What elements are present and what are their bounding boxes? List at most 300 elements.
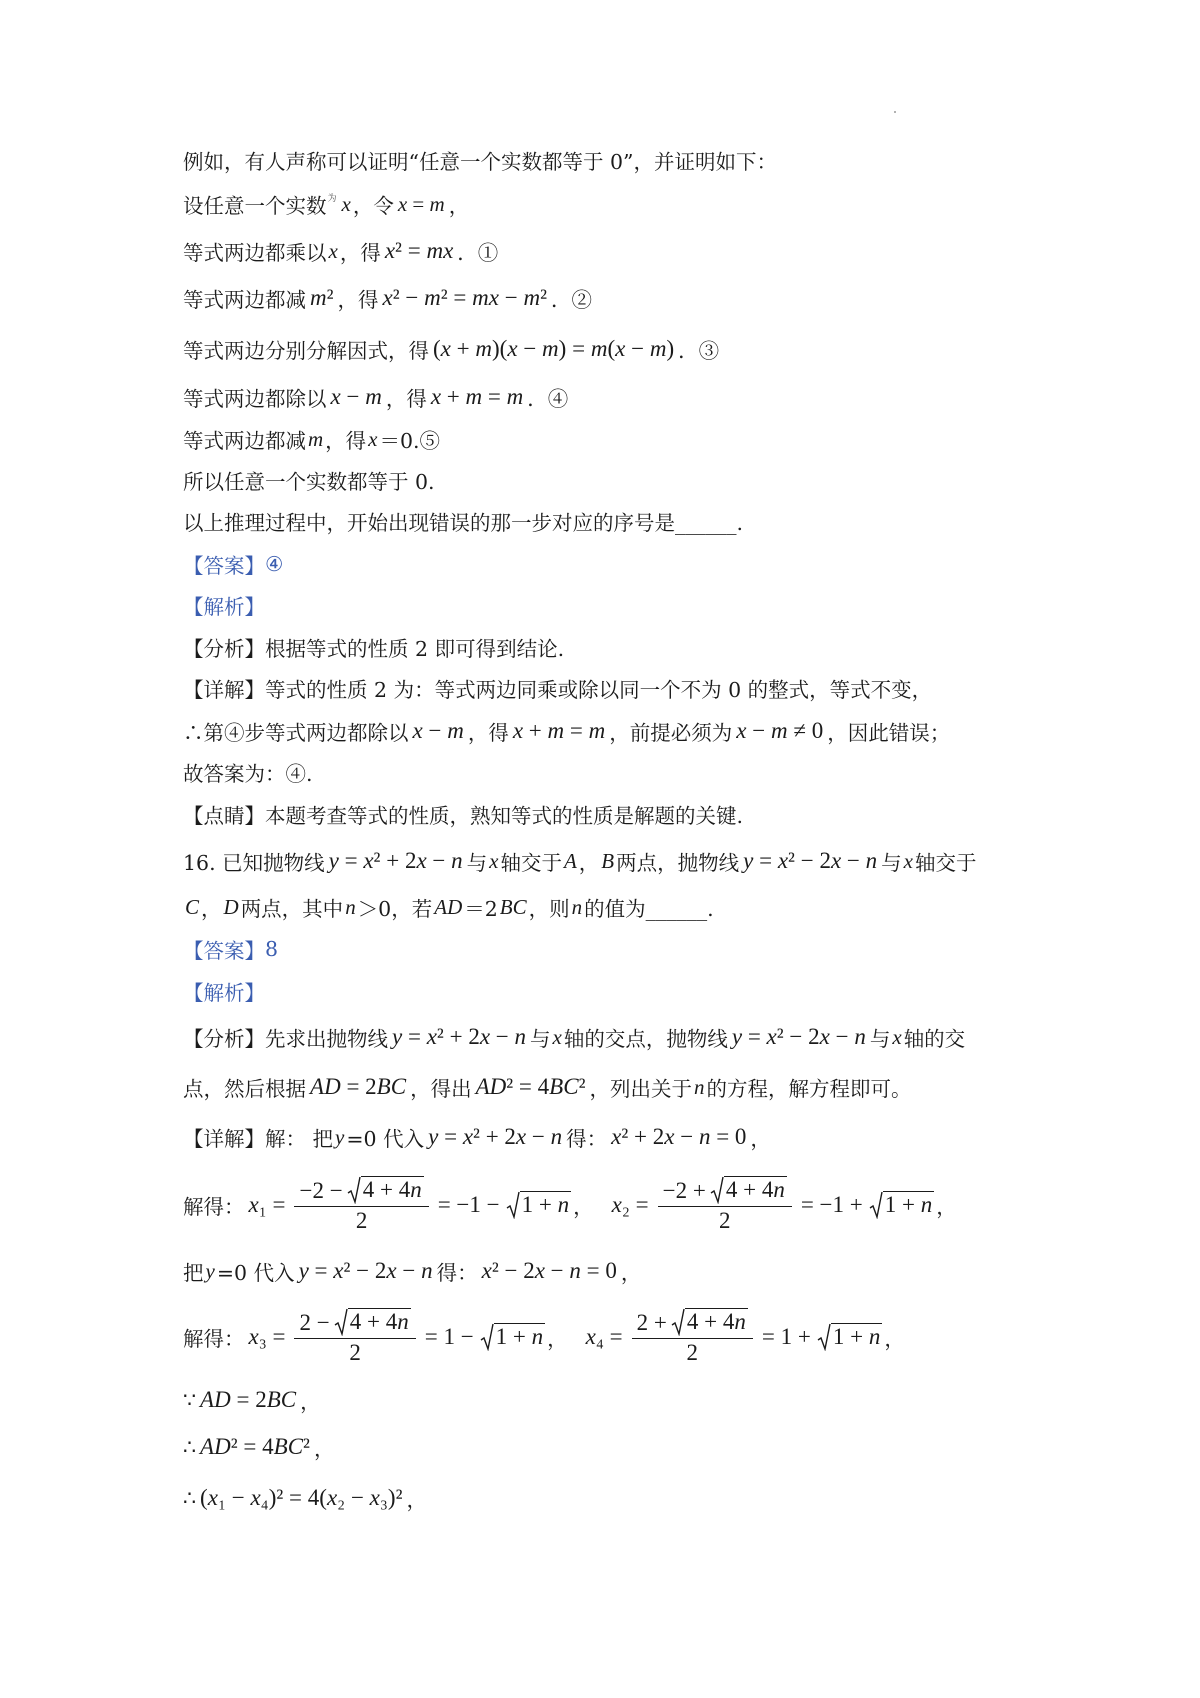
- math-variable: C: [512, 894, 527, 919]
- fraction-denominator: 2: [355, 1208, 368, 1233]
- math-variable: x: [534, 1258, 545, 1283]
- variable: [694, 1075, 705, 1100]
- math-variable: D: [447, 894, 463, 919]
- math-variable: m: [590, 336, 608, 361]
- q15-answer-line: [183, 548, 283, 580]
- math-variable: x: [368, 426, 378, 451]
- math-expression: x + m = m: [512, 718, 606, 743]
- text-segment: ，: [620, 1261, 642, 1285]
- math-variable: B: [549, 1074, 564, 1099]
- radical-sign: [869, 1191, 883, 1219]
- intro-text: 例如，有人声称可以证明“任意一个实数都等于 0”，并证明如下：: [183, 150, 778, 174]
- math-variable: x: [384, 238, 396, 263]
- math-variable: x: [736, 718, 747, 743]
- text-segment: 得：: [566, 1127, 608, 1151]
- text-segment: 等式两边分别分解因式，得: [183, 339, 429, 363]
- math-variable: A: [200, 1434, 215, 1459]
- q16-fenxi-line-2: [183, 1071, 911, 1103]
- text-segment: ，: [573, 1195, 594, 1219]
- math-variable: x: [615, 336, 626, 361]
- math-variable: A: [475, 1074, 490, 1099]
- math-variable: x: [515, 1124, 527, 1149]
- page-speck: [894, 111, 896, 113]
- variable: [904, 849, 913, 874]
- step-1-line: [183, 235, 498, 267]
- math-expression: y = x² + 2x − n: [392, 1024, 527, 1049]
- math-variable: m: [447, 718, 464, 743]
- therefore-symbol: ∴: [183, 1435, 197, 1459]
- radicand: 1 + n: [884, 1192, 933, 1217]
- text-segment: 设任意一个实数: [183, 194, 327, 218]
- math-variable: m: [429, 191, 445, 216]
- variable: [308, 427, 323, 452]
- text-segment: 与: [530, 1027, 551, 1051]
- intro-line: [183, 144, 777, 176]
- radical-sign: [671, 1308, 685, 1336]
- q16-because-line: [183, 1384, 321, 1416]
- text-segment: 先求出抛物线: [265, 1027, 388, 1051]
- variable: [368, 427, 377, 452]
- conclusion-line: [183, 464, 435, 496]
- math-variable: m: [475, 336, 492, 361]
- math-variable: x: [488, 285, 499, 310]
- answer-label: 【答案】: [183, 554, 265, 578]
- fenxi-label: 【分析】: [183, 637, 265, 661]
- square-root: [334, 1308, 411, 1336]
- math-variable: A: [200, 1387, 215, 1412]
- text-segment: ，: [884, 1327, 905, 1351]
- q16-therefore-line-2: [183, 1482, 427, 1514]
- question-text: 以上推理过程中，开始出现错误的那一步对应的序号是______.: [183, 511, 744, 535]
- text-segment: 等式两边都乘以: [183, 241, 327, 265]
- q16-solution-line-2: [183, 1305, 905, 1369]
- math-variable: m: [424, 285, 441, 310]
- math-expression: 2 +: [636, 1310, 667, 1335]
- answer-value: 8: [265, 937, 279, 961]
- math-variable: x: [333, 1258, 344, 1283]
- fraction-numerator: [294, 1308, 415, 1339]
- math-variable: n: [865, 848, 878, 873]
- math-variable: x: [207, 1485, 218, 1510]
- text-segment: ，: [300, 1390, 321, 1414]
- math-variable: B: [273, 1434, 288, 1459]
- math-variable: x: [330, 384, 341, 409]
- math-variable: n: [773, 1177, 785, 1202]
- math-expression: y = x² − 2x − n: [743, 848, 878, 873]
- math-variable: n: [734, 1309, 746, 1334]
- radicand: 4 + 4n: [349, 1309, 409, 1334]
- x4-fraction: [632, 1308, 753, 1366]
- math-expression: x² = mx: [384, 238, 454, 263]
- text-segment: 两点，其中: [240, 897, 344, 921]
- text-segment: 与: [466, 851, 488, 875]
- variable: [345, 895, 356, 920]
- conclusion-text: 所以任意一个实数都等于 0.: [183, 470, 435, 494]
- math-variable: x: [440, 336, 451, 361]
- math-variable: n: [557, 1192, 570, 1217]
- text-segment: 把: [183, 1261, 204, 1285]
- text-segment: =0 代入: [216, 1261, 295, 1285]
- text-segment: ，得: [337, 288, 379, 312]
- xiangjie-label: 【详解】: [183, 1127, 265, 1151]
- math-variable: n: [571, 894, 583, 919]
- math-variable: D: [223, 894, 239, 919]
- math-variable: x: [585, 1324, 596, 1349]
- scan-mark: 为: [327, 193, 337, 204]
- q15-fenxi-line: [183, 631, 564, 663]
- text-segment: ，: [313, 1437, 335, 1461]
- radical-sign: [480, 1323, 494, 1351]
- math-variable: x: [766, 1024, 777, 1049]
- math-variable: x: [489, 848, 499, 873]
- math-expression: −2 −: [299, 1178, 343, 1203]
- text-segment: 轴的交: [903, 1027, 966, 1051]
- variable: [185, 895, 199, 920]
- text-segment: ，得: [385, 387, 427, 411]
- math-variable: m: [506, 384, 524, 409]
- math-expression: = −1 −: [437, 1192, 500, 1217]
- math-variable: x: [328, 238, 338, 263]
- variable: [892, 1025, 901, 1050]
- math-variable: n: [693, 1074, 705, 1099]
- math-variable: n: [569, 1258, 581, 1283]
- math-variable: y: [743, 848, 754, 873]
- dianjing-text: 本题考查等式的性质，熟知等式的性质是解题的关键.: [265, 804, 744, 828]
- q15-xiangjie-line: [183, 672, 932, 704]
- math-variable: x: [430, 384, 442, 409]
- text-segment: 解： 把: [265, 1127, 334, 1151]
- text-segment: ，因此错误；: [827, 721, 951, 745]
- root-name: x₁ =: [248, 1192, 286, 1217]
- math-variable: x: [552, 1024, 562, 1049]
- math-variable: m: [547, 718, 565, 743]
- variable: [224, 895, 239, 920]
- xiangjie-text: 等式的性质 2 为：等式两边同乘或除以同一个不为 0 的整式，等式不变，: [265, 678, 933, 702]
- fraction-numerator: [632, 1308, 753, 1339]
- q16-stem-line-1: [183, 845, 976, 877]
- math-variable: x: [443, 238, 454, 263]
- math-expression: AD = 2BC: [310, 1074, 407, 1099]
- math-variable: x: [412, 718, 423, 743]
- q16-fenxi-line-1: [183, 1021, 965, 1053]
- math-variable: C: [390, 1074, 407, 1099]
- step-5-line: [183, 423, 440, 455]
- math-variable: x: [326, 1485, 338, 1510]
- text-segment: ，则: [528, 897, 570, 921]
- math-variable: y: [392, 1024, 403, 1049]
- math-variable: x: [611, 1124, 622, 1149]
- radicand: 4 + 4n: [362, 1177, 422, 1202]
- math-variable: x: [250, 1485, 261, 1510]
- square-root: [480, 1323, 545, 1351]
- variable: [553, 1025, 562, 1050]
- dianjing-label: 【点睛】: [183, 804, 265, 828]
- math-variable: m: [649, 336, 667, 361]
- math-variable: n: [854, 1024, 866, 1049]
- math-expression: = −1 +: [800, 1192, 863, 1217]
- text-segment: 等式两边都除以: [183, 387, 327, 411]
- q16-xiangjie-line: [183, 1121, 771, 1153]
- q16-jiexi-line: [183, 975, 265, 1007]
- math-variable: x: [611, 1192, 622, 1217]
- math-variable: y: [328, 848, 339, 873]
- square-root: [347, 1176, 424, 1204]
- math-variable: n: [531, 1324, 544, 1349]
- variable: [500, 895, 527, 920]
- root-name: x₃ =: [248, 1324, 286, 1349]
- math-expression: y = x² − 2x − n: [298, 1258, 433, 1283]
- text-segment: 等式两边都减: [183, 288, 306, 312]
- math-variable: B: [376, 1074, 391, 1099]
- radicand: 4 + 4n: [686, 1309, 746, 1334]
- text-segment: 轴交于: [914, 851, 977, 875]
- fraction-numerator: [658, 1176, 792, 1207]
- step-4-line: [183, 381, 568, 413]
- math-variable: x: [507, 336, 518, 361]
- math-variable: x: [397, 191, 408, 216]
- math-variable: m: [310, 285, 327, 310]
- square-root: [710, 1176, 787, 1204]
- text-segment: ，: [406, 1488, 427, 1512]
- math-expression: x² − m² = mx − m²: [382, 285, 548, 310]
- q15-jiexi-line: [183, 589, 265, 621]
- variable: [572, 895, 583, 920]
- math-variable: x: [479, 1024, 491, 1049]
- q16-solution-line-1: [183, 1173, 957, 1237]
- radicand: 1 + n: [521, 1192, 570, 1217]
- math-variable: n: [698, 1124, 711, 1149]
- text-segment: 16. 已知抛物线: [183, 851, 325, 875]
- text-segment: ＝2: [464, 897, 498, 921]
- text-segment: 与: [869, 1027, 891, 1051]
- solution-label: 解得：: [183, 1327, 245, 1351]
- math-variable: n: [920, 1192, 933, 1217]
- math-variable: x: [777, 848, 789, 873]
- jiexi-label: 【解析】: [183, 981, 265, 1005]
- text-segment: ，: [750, 1127, 771, 1151]
- math-variable: y: [298, 1258, 309, 1283]
- x1-fraction: [294, 1176, 428, 1234]
- text-segment: ，: [547, 1327, 568, 1351]
- root-name: x₂ =: [611, 1192, 649, 1217]
- math-variable: D: [214, 1387, 231, 1412]
- text-segment: ，: [578, 851, 600, 875]
- variable: [564, 849, 577, 874]
- math-expression: AD² = 4BC²: [475, 1074, 586, 1099]
- math-expression: (x₁ − x₄)² = 4(x₂ − x₃)²: [200, 1485, 403, 1510]
- step-number: ＝0.⑤: [379, 429, 441, 453]
- q16-therefore-line-1: [183, 1431, 334, 1463]
- text-segment: ∴第④步等式两边都除以: [183, 721, 409, 745]
- fenxi-label: 【分析】: [183, 1027, 265, 1051]
- q15-final-line: [183, 756, 313, 788]
- text-segment: ，得: [339, 241, 381, 265]
- text-segment: 等式两边都减: [183, 429, 306, 453]
- math-expression: 2 −: [299, 1310, 330, 1335]
- math-variable: x: [386, 1258, 397, 1283]
- step-number: ．③: [678, 339, 720, 363]
- math-expression: −2 +: [662, 1178, 706, 1203]
- variable: [206, 1259, 215, 1284]
- math-variable: m: [770, 718, 788, 743]
- final-answer-text: 故答案为：④.: [183, 762, 313, 786]
- text-segment: =0 代入: [346, 1127, 425, 1151]
- answer-label: 【答案】: [183, 939, 265, 963]
- math-expression: m²: [310, 285, 334, 310]
- fraction-denominator: 2: [718, 1208, 731, 1233]
- x3-fraction: [294, 1308, 415, 1366]
- math-variable: n: [345, 894, 356, 919]
- math-variable: x: [512, 718, 524, 743]
- math-expression: x² + 2x − n = 0: [611, 1124, 747, 1149]
- math-variable: x: [903, 848, 913, 873]
- fraction-numerator: [294, 1176, 428, 1207]
- step-3-line: [183, 333, 719, 365]
- square-root: [869, 1191, 934, 1219]
- radicand: 4 + 4n: [725, 1177, 785, 1202]
- math-variable: y: [428, 1124, 439, 1149]
- math-variable: x: [892, 1024, 902, 1049]
- math-expression: x + m = m: [430, 384, 524, 409]
- math-expression: AD² = 4BC²: [200, 1434, 310, 1459]
- variable: [489, 849, 498, 874]
- math-variable: C: [563, 1074, 579, 1099]
- text-segment: ，: [936, 1195, 957, 1219]
- math-variable: n: [550, 1124, 563, 1149]
- math-expression: (x + m)(x − m) = m(x − m): [433, 336, 675, 361]
- math-expression: x − m: [330, 384, 382, 409]
- math-variable: y: [205, 1258, 215, 1283]
- math-variable: C: [287, 1434, 304, 1459]
- math-variable: x: [369, 1485, 380, 1510]
- math-expression: = 1 −: [424, 1324, 474, 1349]
- math-variable: A: [434, 894, 448, 919]
- text-segment: 的方程，解方程即可。: [706, 1077, 912, 1101]
- text-segment: 轴的交点，抛物线: [563, 1027, 728, 1051]
- text-segment: 得：: [436, 1261, 478, 1285]
- text-segment: ＞0，若: [357, 897, 433, 921]
- math-variable: n: [421, 1258, 433, 1283]
- math-variable: n: [868, 1324, 881, 1349]
- radicand: 1 + n: [495, 1324, 544, 1349]
- math-variable: A: [310, 1074, 325, 1099]
- math-variable: C: [185, 894, 200, 919]
- math-variable: B: [601, 848, 615, 873]
- math-expression: x = m: [397, 191, 445, 216]
- math-variable: m: [465, 384, 483, 409]
- math-variable: m: [365, 384, 382, 409]
- text-segment: 轴交于: [500, 851, 562, 875]
- math-variable: x: [462, 1124, 474, 1149]
- math-variable: x: [664, 1124, 675, 1149]
- math-expression: y = x² + 2x − n: [428, 1124, 563, 1149]
- therefore-symbol: ∴: [183, 1486, 197, 1510]
- math-variable: n: [451, 848, 463, 873]
- math-expression: y = x² − 2x − n: [731, 1024, 866, 1049]
- text-segment: ，列出关于: [589, 1077, 692, 1101]
- text-segment: ，: [201, 897, 222, 921]
- math-variable: A: [563, 848, 577, 873]
- math-expression: x² − 2x − n = 0: [481, 1258, 617, 1283]
- square-root: [506, 1191, 571, 1219]
- variable: [342, 192, 351, 217]
- root-name: x₄ =: [585, 1324, 623, 1349]
- math-expression: x − m ≠ 0: [736, 718, 824, 743]
- fraction-denominator: 2: [686, 1340, 698, 1365]
- math-variable: x: [382, 285, 393, 310]
- text-segment: 与: [881, 851, 902, 875]
- math-expression: = 1 +: [761, 1324, 811, 1349]
- math-variable: B: [499, 894, 513, 919]
- q16-answer-line: [183, 933, 278, 965]
- math-variable: x: [819, 1024, 830, 1049]
- math-variable: x: [248, 1324, 259, 1349]
- variable: [335, 1125, 344, 1150]
- radical-sign: [817, 1323, 831, 1351]
- math-variable: m: [308, 426, 324, 451]
- variable: [601, 849, 614, 874]
- because-symbol: ∵: [183, 1388, 197, 1412]
- fenxi-text: 根据等式的性质 2 即可得到结论.: [265, 637, 565, 661]
- text-segment: 点，然后根据: [183, 1077, 306, 1101]
- math-variable: x: [426, 1024, 437, 1049]
- step-number: ．④: [527, 387, 569, 411]
- square-root: [671, 1308, 748, 1336]
- math-variable: m: [426, 238, 444, 263]
- math-variable: x: [248, 1192, 259, 1217]
- text-segment: ，得: [325, 429, 367, 453]
- math-variable: n: [397, 1309, 409, 1334]
- solution-label: 解得：: [183, 1195, 245, 1219]
- step-2-line: [183, 282, 592, 314]
- step-number: ．①: [457, 241, 499, 265]
- math-variable: B: [266, 1387, 281, 1412]
- math-variable: y: [335, 1124, 345, 1149]
- radical-sign: [347, 1176, 361, 1204]
- radicand: 1 + n: [832, 1324, 881, 1349]
- text-segment: ，令: [352, 194, 394, 218]
- radical-sign: [334, 1308, 348, 1336]
- jiexi-label: 【解析】: [183, 595, 265, 619]
- math-variable: m: [523, 285, 541, 310]
- math-variable: D: [324, 1074, 341, 1099]
- math-expression: y = x² + 2x − n: [328, 848, 463, 873]
- fraction-denominator: 2: [349, 1340, 361, 1365]
- q16-substitute-line-2: [183, 1255, 641, 1287]
- math-expression: x − m: [412, 718, 464, 743]
- text-segment: 的值为______.: [584, 897, 714, 921]
- math-variable: m: [542, 336, 559, 361]
- text-segment: ，: [448, 194, 470, 218]
- math-variable: x: [341, 191, 351, 216]
- square-root: [817, 1323, 882, 1351]
- math-variable: m: [588, 718, 606, 743]
- math-variable: m: [472, 285, 489, 310]
- text-segment: ，前提必须为: [609, 721, 733, 745]
- math-variable: C: [280, 1387, 297, 1412]
- text-segment: ，得出: [410, 1077, 472, 1101]
- variable: [434, 895, 462, 920]
- xiangjie-label: 【详解】: [183, 678, 265, 702]
- math-variable: D: [214, 1434, 231, 1459]
- answer-value: ④: [265, 552, 284, 576]
- math-variable: x: [416, 848, 427, 873]
- q15-dianjing-line: [183, 798, 743, 830]
- text-segment: ，得: [467, 721, 509, 745]
- math-variable: x: [363, 848, 374, 873]
- q16-stem-line-2: [183, 891, 714, 923]
- question-line: [183, 505, 743, 537]
